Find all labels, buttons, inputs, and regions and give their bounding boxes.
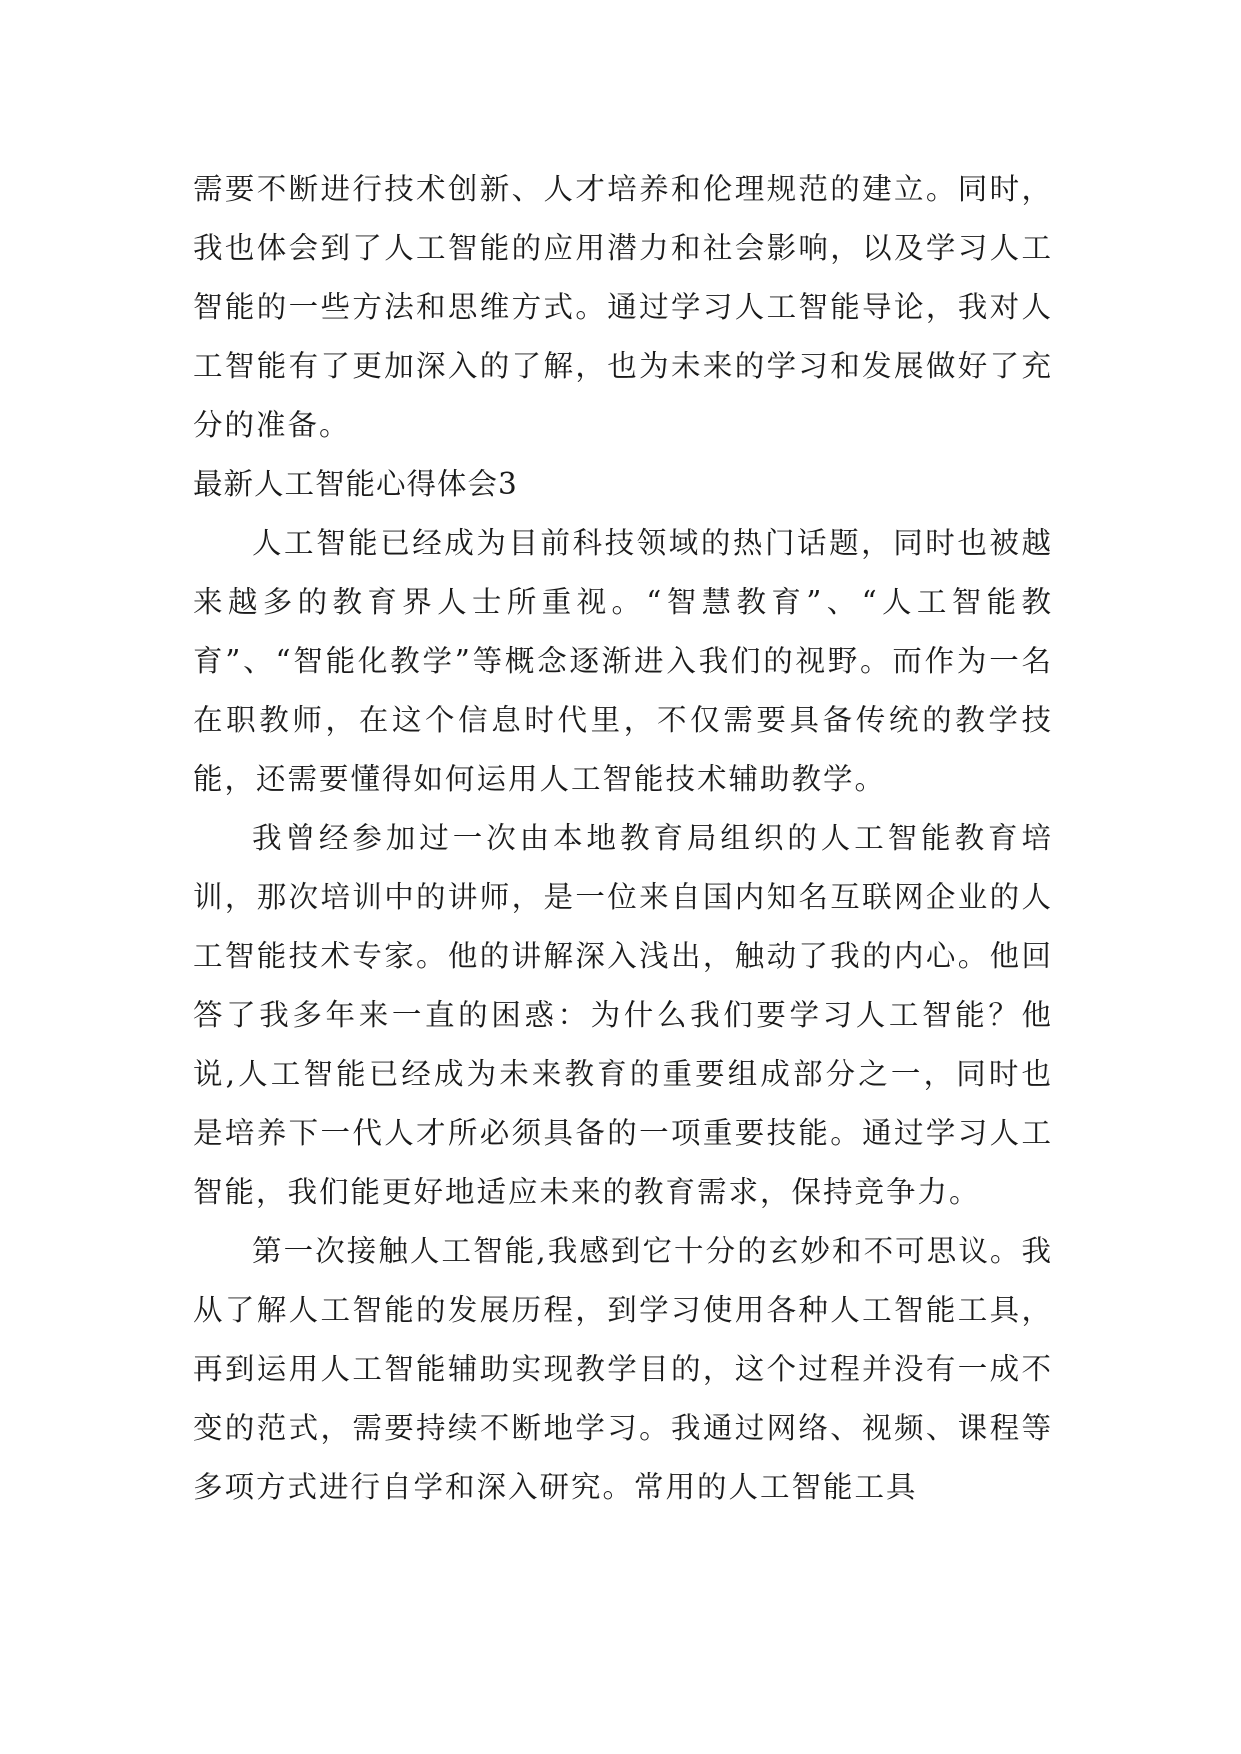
paragraph-first-contact: 第一次接触人工智能,我感到它十分的玄妙和不可思议。我从了解人工智能的发展历程，到学习使用各种人工智能工具，再到运用人工智能辅助实现教学目的，这个过程并没有一成不变的范式，需要持续不断地学习。我通过网络、视频、课程等多项方式进行自学和深入研究。常用的人工智能工具 <box>193 1234 1053 1504</box>
paragraph-training: 我曾经参加过一次由本地教育局组织的人工智能教育培训，那次培训中的讲师，是一位来自国内知名互联网企业的人工智能技术专家。他的讲解深入浅出，触动了我的内心。他回答了我多年来一直的困惑：为什么我们要学习人工智能？他说,人工智能已经成为未来教育的重要组成部分之一，同时也是培养下一代人才所必须具备的一项重要技能。通过学习人工智能，我们能更好地适应未来的教育需求，保持竞争力。 <box>193 821 1053 1209</box>
paragraph-continuation: 需要不断进行技术创新、人才培养和伦理规范的建立。同时，我也体会到了人工智能的应用潜力和社会影响，以及学习人工智能的一些方法和思维方式。通过学习人工智能导论，我对人工智能有了更加深入的了解，也为未来的学习和发展做好了充分的准备。 <box>193 172 1053 442</box>
paragraph-intro: 人工智能已经成为目前科技领域的热门话题，同时也被越来越多的教育界人士所重视。“智慧教育”、“人工智能教育”、“智能化教学”等概念逐渐进入我们的视野。而作为一名在职教师，在这个信息时代里，不仅需要具备传统的教学技能，还需要懂得如何运用人工智能技术辅助教学。 <box>193 526 1053 796</box>
section-heading: 最新人工智能心得体会3 <box>193 467 518 501</box>
document-page <box>193 160 1053 1517</box>
